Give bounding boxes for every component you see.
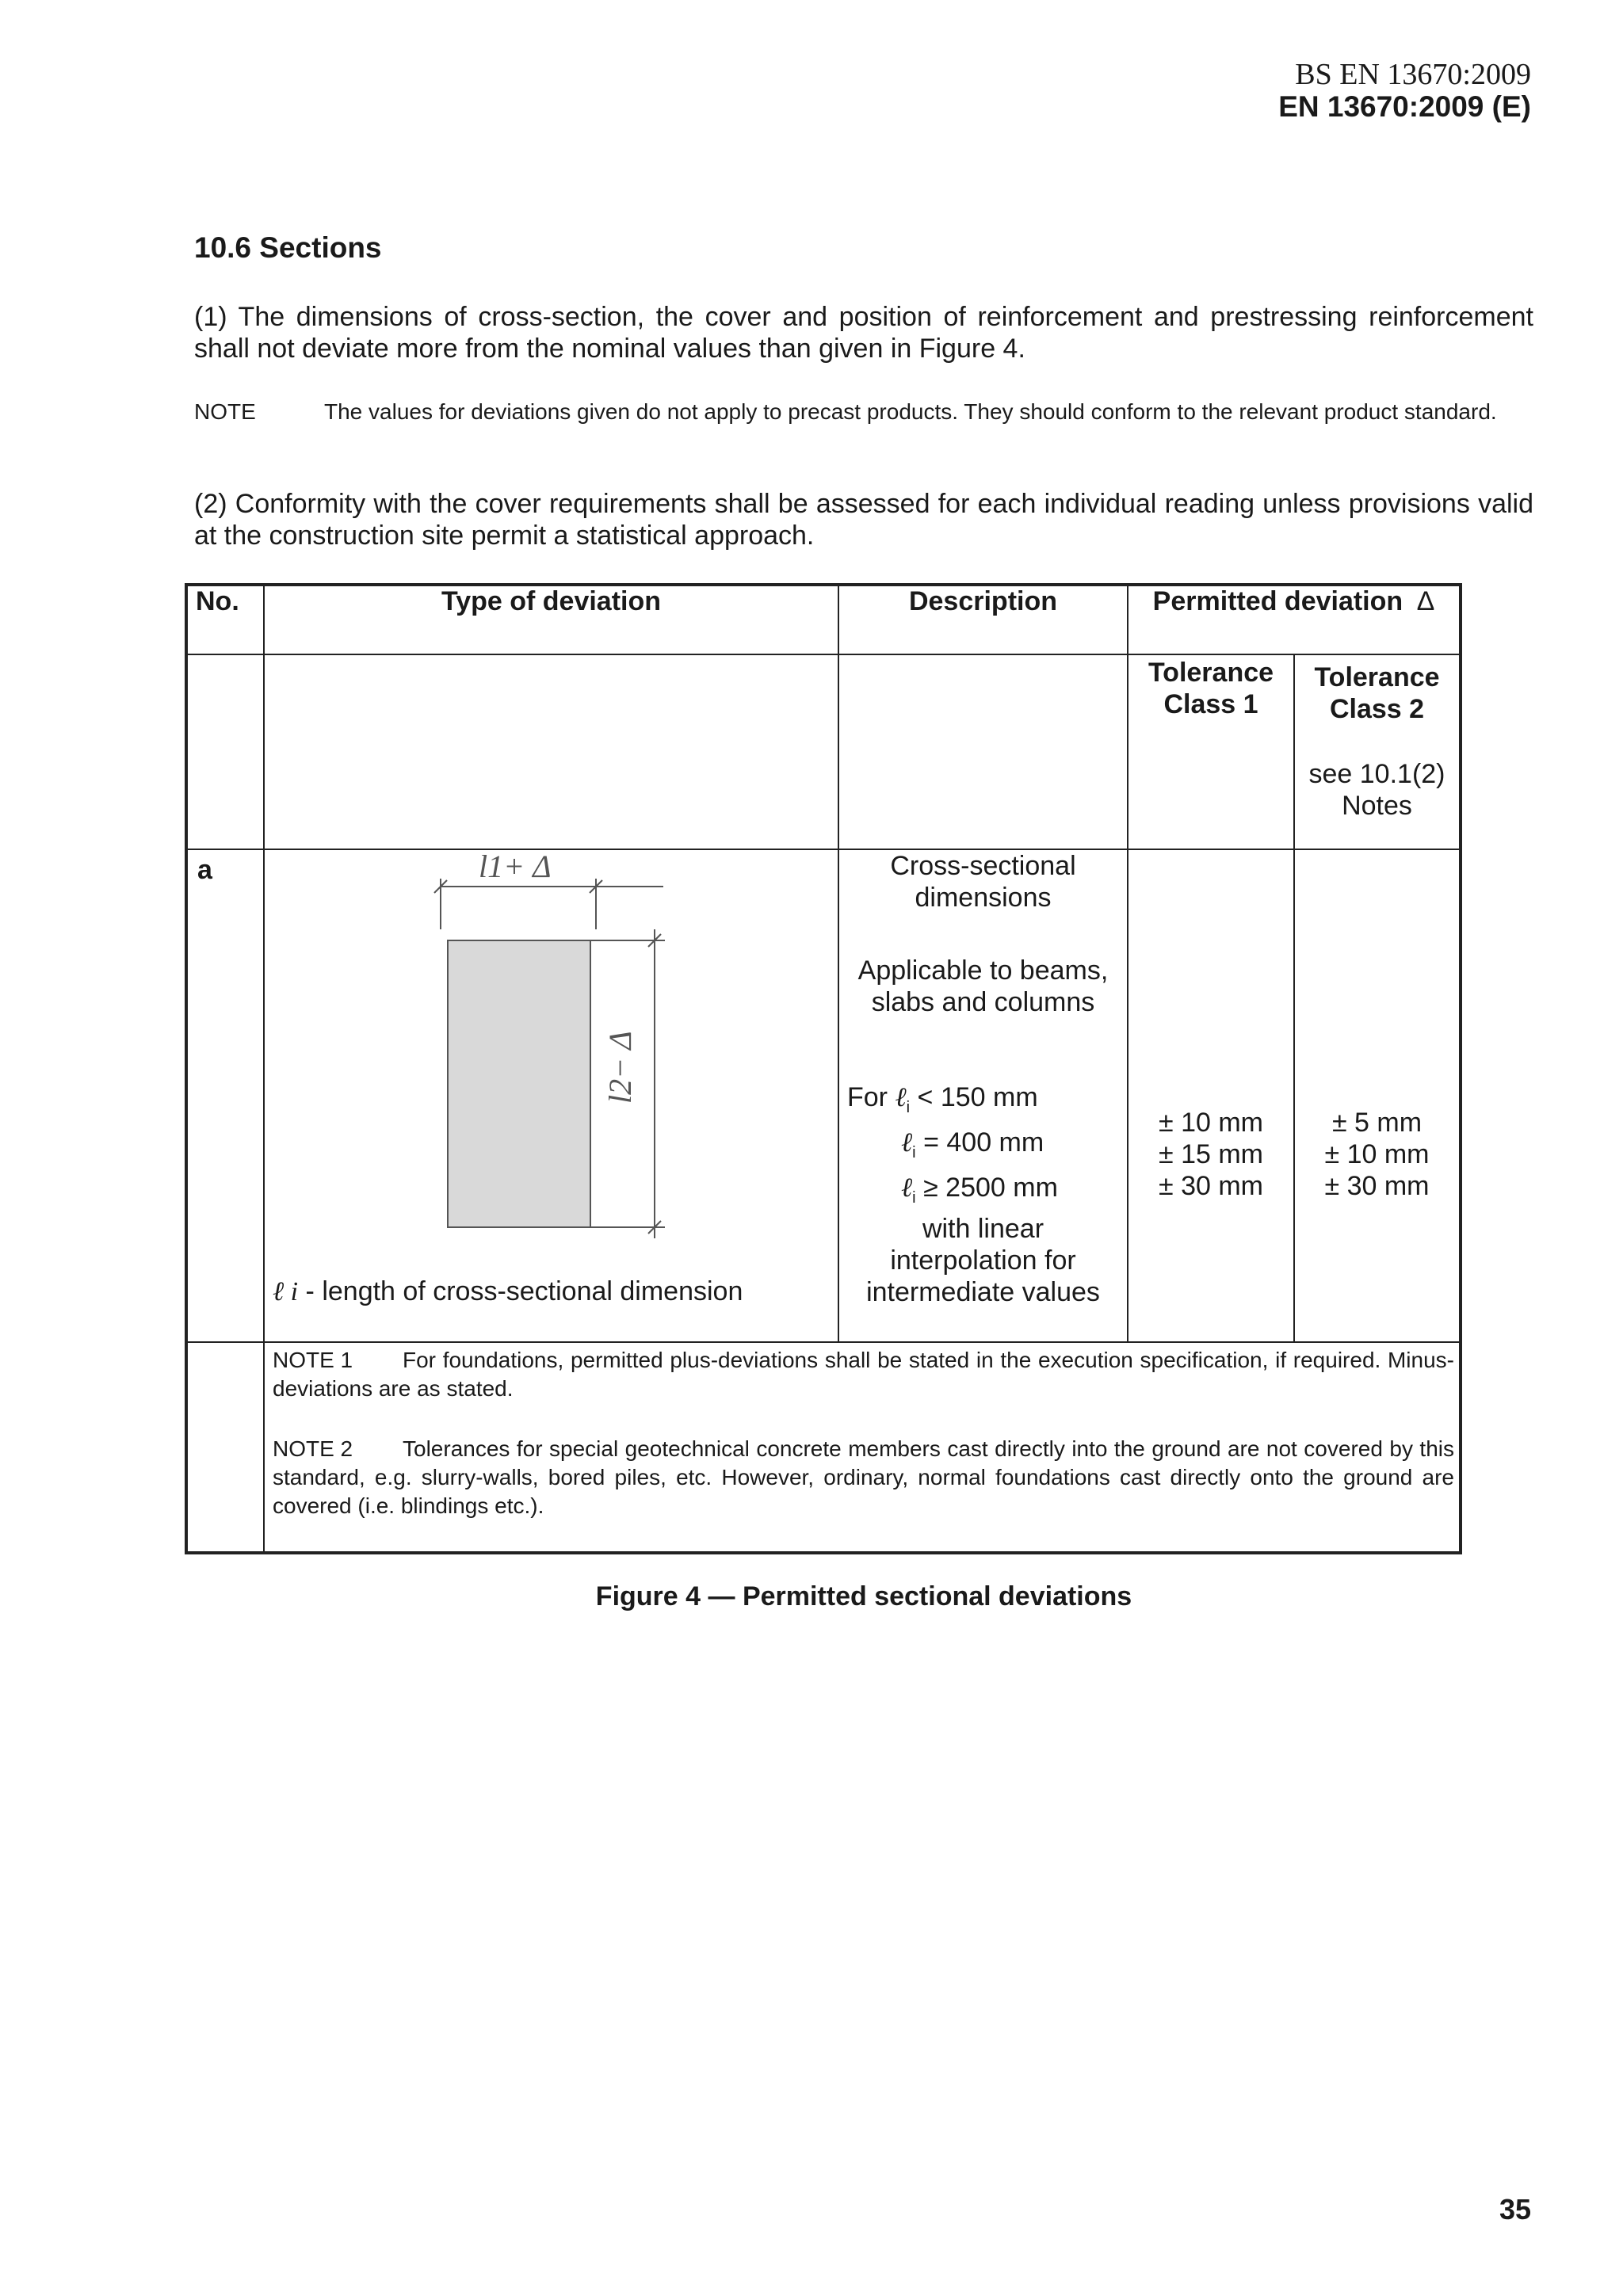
note1-text: For foundations, permitted plus-deviations shall be stated in the execution specification, if required. Minus-deviations are as stated. bbox=[273, 1348, 1454, 1401]
figure-caption: Figure 4 — Permitted sectional deviations bbox=[595, 1581, 1132, 1611]
ell-symbol: ℓ bbox=[901, 1127, 913, 1158]
label-side: l2− Δ bbox=[602, 1031, 638, 1104]
class2-value: ± 10 mm bbox=[1324, 1139, 1430, 1169]
subheader-empty-no bbox=[186, 654, 264, 849]
class2-value: ± 30 mm bbox=[1324, 1171, 1430, 1201]
cond-1: < 150 mm bbox=[910, 1082, 1038, 1112]
class2-value: ± 5 mm bbox=[1331, 1108, 1423, 1138]
subheader-empty-type bbox=[264, 654, 838, 849]
class2-line2: Class 2 bbox=[1329, 694, 1425, 724]
ell-subscript: i bbox=[912, 1188, 916, 1207]
for-label: For bbox=[847, 1082, 888, 1112]
row-a-no: a bbox=[186, 849, 264, 1342]
desc-title-2: dimensions bbox=[915, 883, 1052, 913]
row-a-class1-values bbox=[1128, 849, 1294, 1342]
row-a-diagram-cell bbox=[264, 849, 838, 1342]
tolerance-class-2-header bbox=[1294, 654, 1461, 849]
page-number: 35 bbox=[1499, 2193, 1531, 2225]
desc-applic-1: Applicable to beams, bbox=[857, 955, 1109, 986]
row-a-class2-values bbox=[1294, 849, 1461, 1342]
delta-symbol: Δ bbox=[1416, 586, 1435, 616]
row-a-description bbox=[838, 849, 1128, 1342]
desc-applic-2: slabs and columns bbox=[871, 987, 1095, 1017]
class2-notes: Notes bbox=[1342, 791, 1412, 821]
desc-interpolation bbox=[839, 1213, 1127, 1308]
col-header-permitted bbox=[1128, 585, 1461, 654]
label-top: l1+ Δ bbox=[479, 850, 552, 884]
caption-text: - length of cross-sectional dimension bbox=[298, 1276, 743, 1306]
col-header-type: Type of deviation bbox=[264, 585, 838, 654]
interp-1: with linear bbox=[922, 1214, 1044, 1244]
tolerance-class-1-header bbox=[1128, 654, 1294, 849]
class1-line2: Class 1 bbox=[1163, 689, 1258, 719]
col-header-description: Description bbox=[838, 585, 1128, 654]
ell-subscript: i bbox=[906, 1098, 911, 1116]
diagram-caption bbox=[273, 1276, 743, 1307]
class1-line1: Tolerance bbox=[1148, 658, 1274, 688]
note bbox=[194, 398, 1533, 426]
class1-value: ± 30 mm bbox=[1158, 1171, 1263, 1201]
subheader-empty-desc bbox=[838, 654, 1128, 849]
note1-tag: NOTE 1 bbox=[273, 1348, 353, 1372]
deviation-table bbox=[185, 583, 1462, 1554]
section-title: 10.6 Sections bbox=[194, 231, 382, 264]
interp-3: intermediate values bbox=[866, 1277, 1100, 1307]
cond-3: ≥ 2500 mm bbox=[915, 1172, 1058, 1203]
desc-title-1: Cross-sectional bbox=[890, 851, 1076, 881]
class1-value: ± 10 mm bbox=[1158, 1108, 1263, 1138]
note2-text: Tolerances for special geotechnical concrete members cast directly into the ground are not covered by this standard, e.g. slurry-walls, bored piles, etc. However, ordinary, normal foundations cast directly onto the ground are covered (i.e. blindings etc.). bbox=[273, 1436, 1454, 1518]
ell-symbol: ℓ bbox=[895, 1083, 907, 1112]
standard-reference: BS EN 13670:2009 bbox=[1295, 58, 1531, 91]
paragraph-2: (2) Conformity with the cover requirements shall be assessed for each individual reading unless provisions valid at the construction site permit a statistical approach. bbox=[194, 489, 1533, 551]
table-note-1 bbox=[273, 1346, 1454, 1403]
table-note-2 bbox=[273, 1435, 1454, 1520]
class2-see: see 10.1(2) bbox=[1308, 759, 1445, 789]
cond-2: = 400 mm bbox=[915, 1127, 1044, 1158]
desc-conditions bbox=[847, 1080, 1058, 1215]
paragraph-1: (1) The dimensions of cross-section, the cover and position of reinforcement and prestressing reinforcement shall not deviate more from the nominal values than given in Figure 4. bbox=[194, 302, 1533, 364]
standard-reference-en: EN 13670:2009 (E) bbox=[1278, 90, 1531, 123]
note2-tag: NOTE 2 bbox=[273, 1436, 353, 1461]
cross-section-diagram bbox=[265, 850, 839, 1343]
class1-value: ± 15 mm bbox=[1158, 1139, 1263, 1169]
interp-2: interpolation for bbox=[890, 1245, 1076, 1276]
ell-symbol: ℓ i bbox=[273, 1277, 299, 1306]
note-tag: NOTE bbox=[194, 399, 256, 424]
ell-symbol: ℓ bbox=[901, 1173, 913, 1203]
ell-subscript: i bbox=[912, 1143, 916, 1161]
permitted-label: Permitted deviation bbox=[1152, 586, 1403, 616]
table-notes bbox=[264, 1342, 1461, 1553]
note-text: The values for deviations given do not apply to precast products. They should conform to the relevant product standard. bbox=[324, 399, 1497, 424]
cross-section-rect bbox=[448, 940, 590, 1227]
col-header-no: No. bbox=[186, 585, 264, 654]
notes-empty-no bbox=[186, 1342, 264, 1553]
class2-line1: Tolerance bbox=[1314, 662, 1440, 692]
